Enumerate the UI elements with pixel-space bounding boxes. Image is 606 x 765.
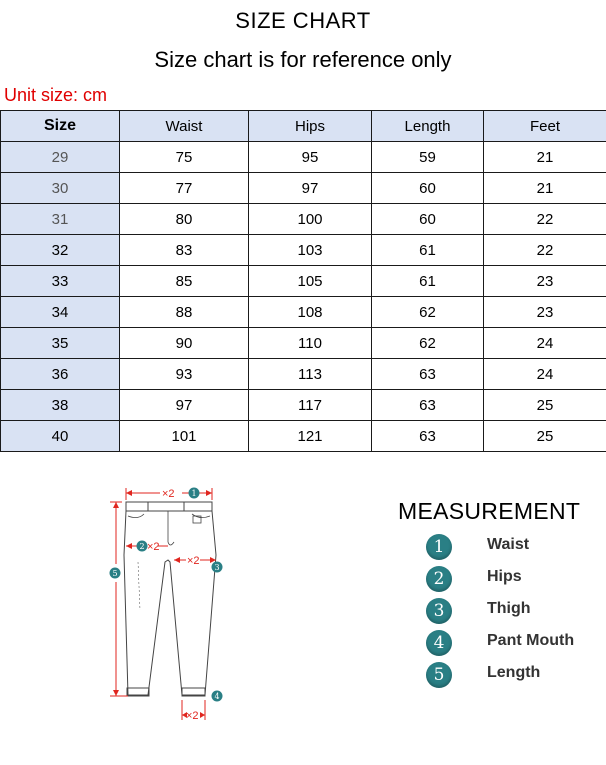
cell-feet: 22 (484, 235, 606, 266)
table-row (1, 266, 606, 297)
cell-feet: 23 (484, 266, 606, 297)
cell-feet: 24 (484, 328, 606, 359)
table-header-row (1, 111, 606, 142)
measurement-title: MEASUREMENT (398, 498, 581, 524)
measurement-label: Waist (487, 536, 530, 553)
cell-waist: 77 (120, 173, 249, 204)
page-title: SIZE CHART (235, 8, 371, 33)
cell-feet: 25 (484, 421, 606, 452)
cell-hips: 100 (249, 204, 372, 235)
measurement-label: Hips (487, 568, 522, 585)
cell-size: 31 (1, 204, 120, 235)
table-row (1, 421, 606, 452)
hips-times-two: ×2 (147, 541, 160, 553)
table-body (1, 142, 606, 452)
cell-hips: 97 (249, 173, 372, 204)
number-1-icon: 1 (426, 534, 452, 560)
cell-feet: 22 (484, 204, 606, 235)
measurement-label: Length (487, 664, 541, 681)
cell-waist: 101 (120, 421, 249, 452)
cell-length: 62 (372, 297, 484, 328)
marker-5-label: 5 (112, 569, 118, 578)
cell-waist: 88 (120, 297, 249, 328)
waistband-outline (126, 502, 212, 511)
cell-hips: 113 (249, 359, 372, 390)
number-3-icon: 3 (426, 598, 452, 624)
cell-hips: 103 (249, 235, 372, 266)
table-row (1, 142, 606, 173)
cell-hips: 95 (249, 142, 372, 173)
cell-size: 36 (1, 359, 120, 390)
marker-1-label: 1 (191, 489, 197, 498)
cell-waist: 90 (120, 328, 249, 359)
page-subtitle: Size chart is for reference only (154, 47, 452, 72)
thigh-times-two: ×2 (187, 555, 200, 567)
cell-waist: 75 (120, 142, 249, 173)
table-row (1, 235, 606, 266)
cell-hips: 117 (249, 390, 372, 421)
unit-label: Unit size: cm (4, 85, 108, 105)
cell-length: 63 (372, 390, 484, 421)
column-header-feet: Feet (484, 111, 606, 142)
cell-hips: 108 (249, 297, 372, 328)
cell-waist: 85 (120, 266, 249, 297)
cell-hips: 121 (249, 421, 372, 452)
cell-waist: 93 (120, 359, 249, 390)
table-row (1, 173, 606, 204)
cell-length: 61 (372, 235, 484, 266)
cell-length: 63 (372, 359, 484, 390)
cell-hips: 110 (249, 328, 372, 359)
cell-length: 61 (372, 266, 484, 297)
cell-feet: 24 (484, 359, 606, 390)
pants-outline (124, 511, 216, 695)
measurement-label: Thigh (487, 600, 531, 617)
cell-waist: 83 (120, 235, 249, 266)
cell-feet: 21 (484, 142, 606, 173)
cell-size: 33 (1, 266, 120, 297)
cell-size: 29 (1, 142, 120, 173)
cell-hips: 105 (249, 266, 372, 297)
marker-3-label: 3 (214, 563, 220, 572)
cell-feet: 21 (484, 173, 606, 204)
cell-waist: 97 (120, 390, 249, 421)
cell-length: 63 (372, 421, 484, 452)
marker-2-label: 2 (139, 542, 145, 551)
cell-size: 35 (1, 328, 120, 359)
cell-length: 60 (372, 204, 484, 235)
marker-4-label: 4 (214, 692, 220, 701)
number-2-icon: 2 (426, 566, 452, 592)
cell-size: 38 (1, 390, 120, 421)
table-row (1, 297, 606, 328)
cell-feet: 23 (484, 297, 606, 328)
cell-size: 32 (1, 235, 120, 266)
number-4-icon: 4 (426, 630, 452, 656)
measurement-label: Pant Mouth (487, 632, 575, 649)
cell-length: 62 (372, 328, 484, 359)
column-header-hips: Hips (249, 111, 372, 142)
waist-times-two: ×2 (162, 488, 175, 500)
column-header-waist: Waist (120, 111, 249, 142)
table-row (1, 390, 606, 421)
column-header-length: Length (372, 111, 484, 142)
table-row (1, 204, 606, 235)
table-row (1, 359, 606, 390)
column-header-size: Size (1, 111, 120, 142)
cell-size: 30 (1, 173, 120, 204)
number-5-icon: 5 (426, 662, 452, 688)
cell-feet: 25 (484, 390, 606, 421)
cell-waist: 80 (120, 204, 249, 235)
cell-size: 34 (1, 297, 120, 328)
pants-diagram (98, 480, 238, 725)
cell-size: 40 (1, 421, 120, 452)
cell-length: 60 (372, 173, 484, 204)
pant-mouth-times-two: ×2 (186, 710, 199, 722)
table-row (1, 328, 606, 359)
cell-length: 59 (372, 142, 484, 173)
size-table (0, 110, 606, 452)
